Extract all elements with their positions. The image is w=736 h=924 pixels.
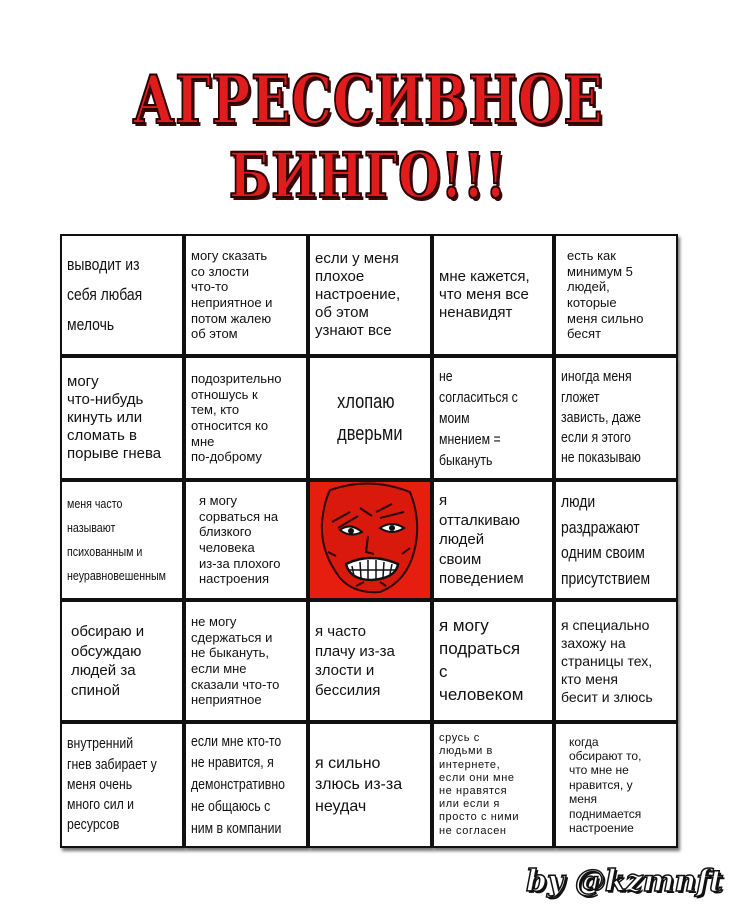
cell-text: я специально захожу на страницы тех, кто меня бесит и злюсь xyxy=(561,616,653,706)
cell-text: не согласиться с моим мнением = быкануть xyxy=(439,367,518,469)
bingo-cell[interactable] xyxy=(184,234,308,356)
bingo-cell[interactable] xyxy=(308,234,432,356)
bingo-cell[interactable] xyxy=(432,356,554,480)
cell-text: если мне кто-то не нравится, я демонстративно не общаюсь с ним в компании xyxy=(191,732,285,837)
signature: by @kzmnft xyxy=(526,864,723,899)
cell-text: я могу сорваться на близкого человека из-за плохого настроения xyxy=(199,493,281,587)
bingo-cell[interactable] xyxy=(554,722,678,848)
bingo-cell[interactable] xyxy=(554,234,678,356)
angry-face-image xyxy=(308,480,432,600)
bingo-cell[interactable] xyxy=(60,600,184,722)
bingo-grid xyxy=(60,234,678,848)
bingo-cell[interactable] xyxy=(432,234,554,356)
cell-text: мне кажется, что меня все ненавидят xyxy=(439,268,530,321)
cell-text: люди раздражают одним своим присутствием xyxy=(561,492,651,588)
bingo-cell[interactable] xyxy=(308,600,432,722)
cell-text: я сильно злюсь из-за неудач xyxy=(315,754,403,815)
bingo-cell[interactable] xyxy=(184,600,308,722)
bingo-cell[interactable] xyxy=(554,480,678,600)
bingo-cell[interactable] xyxy=(308,722,432,848)
bingo-cell[interactable] xyxy=(432,600,554,722)
cell-text: подозрительно отношусь к тем, кто относится ко мне по-доброму xyxy=(191,371,282,465)
cell-text: срусь с людьми в интернете, если они мне не нравятся или если я просто с ними не согласен xyxy=(439,732,520,837)
cell-text: когда обсирают то, что мне не нравится, у меня поднимается настроение xyxy=(569,734,642,835)
bingo-cell[interactable] xyxy=(184,722,308,848)
cell-text: выводит из себя любая мелочь xyxy=(67,255,143,334)
bingo-cell[interactable] xyxy=(554,600,678,722)
cell-text: хлопаю дверьми xyxy=(337,391,403,445)
cell-text: не могу сдержаться и не быкануть, если мне сказали что-то неприятное xyxy=(191,614,280,708)
bingo-cell[interactable] xyxy=(60,480,184,600)
bingo-cell[interactable] xyxy=(432,722,554,848)
title-line-1: АГРЕССИВНОЕ xyxy=(132,61,604,139)
cell-text: обсираю и обсуждаю людей за спиной xyxy=(71,623,145,699)
bingo-cell[interactable] xyxy=(60,356,184,480)
angry-face-icon xyxy=(310,482,430,598)
cell-text: могу что-нибудь кинуть или сломать в порыве гнева xyxy=(67,373,162,462)
cell-text: иногда меня гложет зависть, даже если я этого не показываю xyxy=(561,368,642,467)
bingo-cell[interactable] xyxy=(60,722,184,848)
cell-text: меня часто называют психованным и неуравновешенным xyxy=(67,495,166,584)
cell-text: внутренний гнев забирает у меня очень много сил и ресурсов xyxy=(67,735,157,834)
cell-text: я часто плачу из-за злости и бессилия xyxy=(315,623,395,699)
cell-text: я отталкиваю людей своим поведением xyxy=(439,492,524,588)
bingo-cell[interactable] xyxy=(184,356,308,480)
cell-text: могу сказать со злости что-то неприятное и потом жалею об этом xyxy=(191,248,273,342)
bingo-cell[interactable] xyxy=(432,480,554,600)
title-line-2: БИНГО!!! xyxy=(228,139,508,212)
cell-text: если у меня плохое настроение, об этом узнают все xyxy=(315,250,401,339)
cell-text: я могу подраться с человеком xyxy=(439,616,524,704)
bingo-cell[interactable] xyxy=(184,480,308,600)
cell-text: есть как минимум 5 людей, которые меня сильно бесят xyxy=(567,248,644,342)
bingo-cell[interactable] xyxy=(554,356,678,480)
bingo-cell[interactable] xyxy=(60,234,184,356)
bingo-cell[interactable] xyxy=(308,356,432,480)
